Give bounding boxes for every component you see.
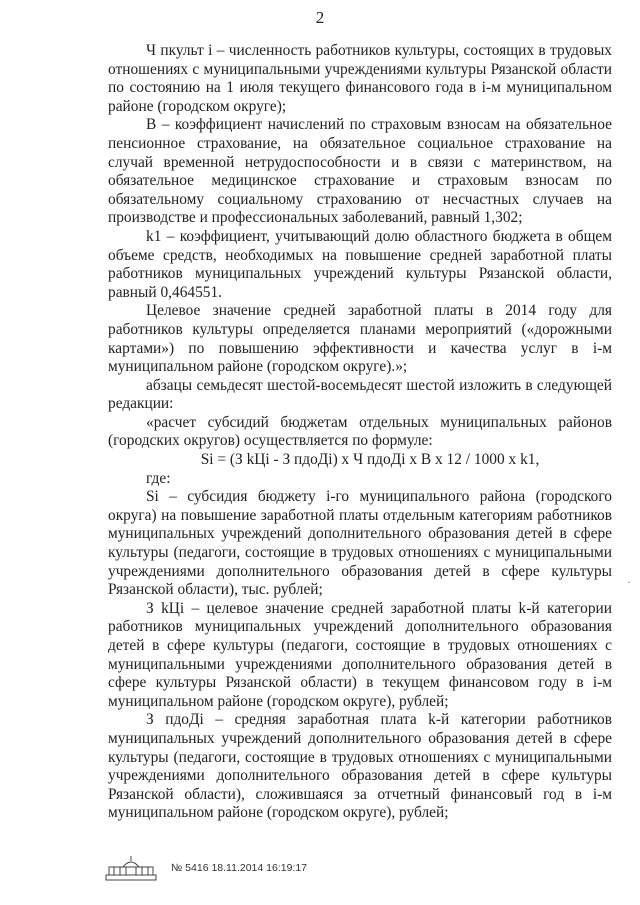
paragraph-z-pdodi: З пдоДi – средняя заработная плата k-й категории работников муниципальных учреждений дополнительного образования детей в сфере культуры (педагоги, состоящие в трудовых отношениях с муниципальными учреждениями дополнительного образования детей в сфере культуры Рязанской области), сложившаяся за отчетный финансовый год в i-м муниципальном районе (городском округе), рублей;	[108, 711, 612, 822]
paragraph-z-kci: З kЦi – целевое значение средней заработной платы k-й категории работников муниципальных учреждений дополнительного образования детей в сфере культуры (педагоги, состоящие в трудовых отношениях с муниципальными учреждениями дополнительного образования детей в сфере культуры Рязанской области) в текущем финансовом году в i-м муниципальном районе (городском округе), рублей;	[108, 599, 612, 710]
building-seal-icon	[105, 855, 157, 881]
edge-mark: ·	[627, 575, 631, 589]
paragraph-amendment: абзацы семьдесят шестой-восемьдесят шестой изложить в следующей редакции:	[108, 376, 612, 413]
document-body	[108, 42, 612, 823]
footer-stamp	[105, 855, 307, 881]
paragraph-calculation-intro: «расчет субсидий бюджетам отдельных муниципальных районов (городских округов) осуществляется по формуле:	[108, 413, 612, 450]
paragraph-si: Si – субсидия бюджету i-го муниципального района (городского округа) на повышение заработной платы отдельным категориям работников муниципальных учреждений дополнительного образования детей в сфере культуры (педагоги, состоящие в трудовых отношениях с муниципальными учреждениями дополнительного образования детей в сфере культуры Рязанской области), тыс. рублей;	[108, 488, 612, 599]
paragraph-ch-pkult: Ч пкульт i – численность работников культуры, состоящих в трудовых отношениях с муниципальными учреждениями культуры Рязанской области по состоянию на 1 июля текущего финансового года в i-м муниципальном районе (городском округе);	[108, 42, 612, 115]
paragraph-coefficient-k1: k1 – коэффициент, учитывающий долю областного бюджета в общем объеме средств, необходимых на повышение средней заработной платы работников муниципальных учреждений культуры Рязанской области, равный 0,464551.	[108, 227, 612, 301]
paragraph-target-salary: Целевое значение средней заработной платы в 2014 году для работников культуры определяется планами мероприятий («дорожными картами») по повышению эффективности и качества услуг в i-м муниципальном районе (городском округе).»;	[108, 302, 612, 376]
registration-stamp: № 5416 18.11.2014 16:19:17	[171, 862, 308, 874]
formula: Si = (З kЦi - З пдоДi) x Ч пдоДi x В x 12 / 1000 x k1,	[200, 451, 540, 469]
page-number: 2	[315, 8, 325, 27]
where-label: где:	[146, 469, 171, 487]
paragraph-coefficient-b: В – коэффициент начислений по страховым взносам на обязательное пенсионное страхование, на обязательное социальное страхование на случай временной нетрудоспособности и в связи с материнством, на обязательное медицинское страхование и страховым взносам по обязательному социальному страхованию от несчастных случаев на производстве и профессиональных заболеваний, равный 1,302;	[108, 116, 612, 227]
